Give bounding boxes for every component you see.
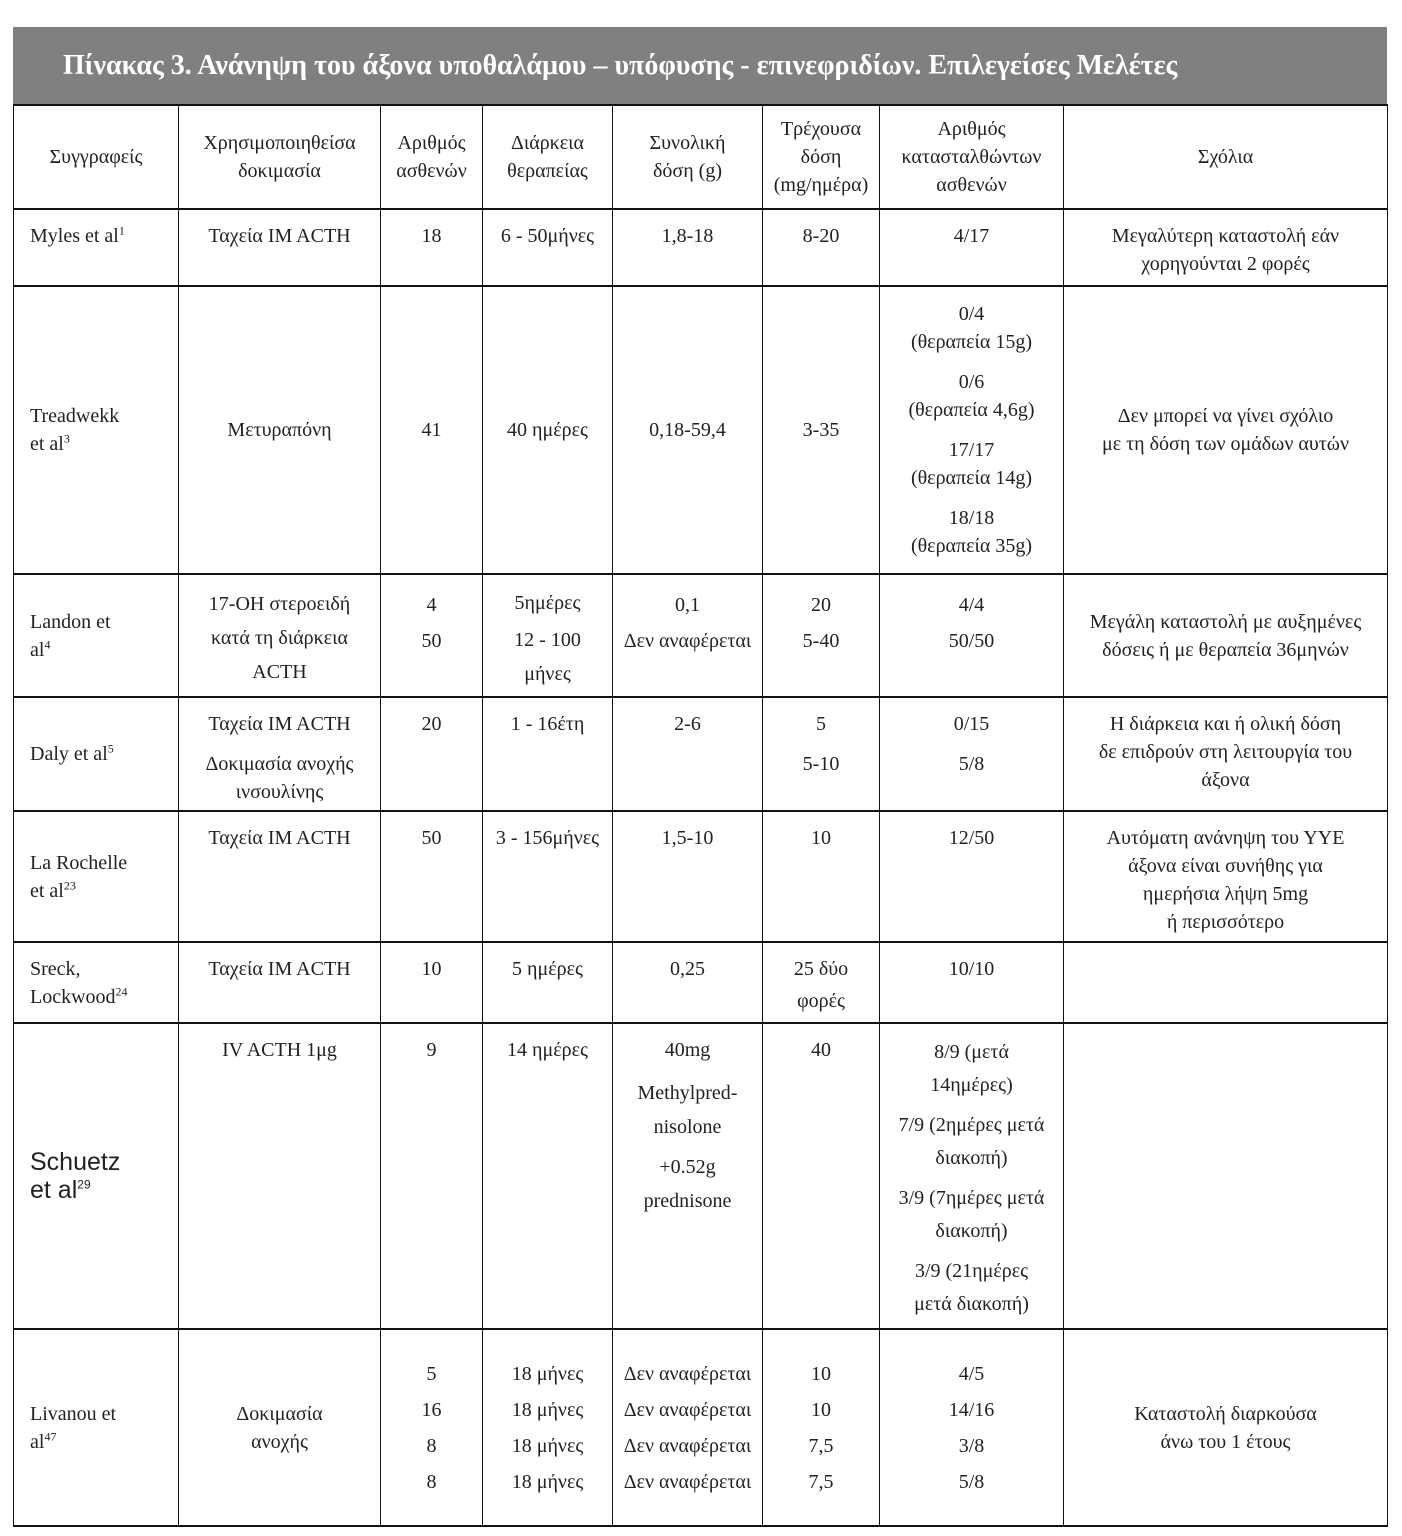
author-cell: Schuetz et $al^{29}$ xyxy=(14,1023,179,1329)
comment-cell: Δεν μπορεί να γίνει σχόλιο με τη δόση των ομάδων αυτών xyxy=(1064,286,1388,574)
comment-cell xyxy=(1064,1023,1388,1329)
header-row xyxy=(14,105,1388,209)
table-row xyxy=(14,286,1388,574)
table-title-text: Πίνακας 3. Ανάνηψη του άξονα υποθαλάμου – υπόφυσης - επινεφριδίων. Επιλεγείσες Μελέτες xyxy=(63,49,1178,81)
author-cell: La Rochelle et $al^{23}$ xyxy=(14,811,179,942)
current-dose-cell: 3-35 xyxy=(763,286,880,574)
header-duration: Διάρκεια θεραπείας xyxy=(483,105,613,209)
duration-cell: 14 ημέρες xyxy=(483,1023,613,1329)
current-dose-cell: 20 5-40 xyxy=(763,574,880,697)
test-cell: Ταχεία IM ACTH Δοκιμασία ανοχής ινσουλίνης xyxy=(179,697,381,811)
author-cell: Sreck, Lockwood$^{24}$ xyxy=(14,942,179,1023)
header-test: Χρησιμοποιηθείσα δοκιμασία xyxy=(179,105,381,209)
table-row xyxy=(14,574,1388,697)
test-cell: Μετυραπόνη xyxy=(179,286,381,574)
patients-cell: 4 50 xyxy=(381,574,483,697)
duration-cell: 5ημέρες 12 - 100 μήνες xyxy=(483,574,613,697)
patients-cell: 5 16 8 8 xyxy=(381,1329,483,1526)
suppressed-cell: 4/5 14/16 3/8 5/8 xyxy=(880,1329,1064,1526)
header-suppressed: Αριθμός κατασταλθώντων ασθενών xyxy=(880,105,1064,209)
suppressed-cell: 0/15 5/8 xyxy=(880,697,1064,811)
suppressed-cell: 12/50 xyxy=(880,811,1064,942)
test-cell: Ταχεία IM ACTH xyxy=(179,942,381,1023)
patients-cell: 50 xyxy=(381,811,483,942)
suppressed-cell: 4/17 xyxy=(880,209,1064,286)
total-dose-cell: 0,1 Δεν αναφέρεται xyxy=(613,574,763,697)
table-row xyxy=(14,811,1388,942)
table-row xyxy=(14,209,1388,286)
comment-cell: Μεγαλύτερη καταστολή εάν χορηγούνται 2 φορές xyxy=(1064,209,1388,286)
table-row xyxy=(14,1023,1388,1329)
test-cell: Δοκιμασία ανοχής xyxy=(179,1329,381,1526)
total-dose-cell: 40mg Methylpred- nisolone +0.52g prednisone xyxy=(613,1023,763,1329)
header-authors: Συγγραφείς xyxy=(14,105,179,209)
current-dose-cell: 10 xyxy=(763,811,880,942)
suppressed-cell: 8/9 (μετά 14ημέρες) 7/9 (2ημέρες μετά διακοπή) 3/9 (7ημέρες μετά διακοπή) 3/9 (21ημέρες μετά διακοπή) xyxy=(880,1023,1064,1329)
studies-table xyxy=(13,104,1388,1527)
current-dose-cell: 40 xyxy=(763,1023,880,1329)
comment-cell: Η διάρκεια και ή ολική δόση δε επιδρούν στη λειτουργία του άξονα xyxy=(1064,697,1388,811)
total-dose-cell: 0,18-59,4 xyxy=(613,286,763,574)
test-cell: Ταχεία IM ACTH xyxy=(179,209,381,286)
total-dose-cell: Δεν αναφέρεται Δεν αναφέρεται Δεν αναφέρεται Δεν αναφέρεται xyxy=(613,1329,763,1526)
patients-cell: 10 xyxy=(381,942,483,1023)
comment-cell: Καταστολή διαρκούσα άνω του 1 έτους xyxy=(1064,1329,1388,1526)
header-comments: Σχόλια xyxy=(1064,105,1388,209)
table-row xyxy=(14,697,1388,811)
author-cell: Myles et $al^1$ xyxy=(14,209,179,286)
duration-cell: 6 - 50μήνες xyxy=(483,209,613,286)
duration-cell: 5 ημέρες xyxy=(483,942,613,1023)
patients-cell: 20 xyxy=(381,697,483,811)
table-row xyxy=(14,942,1388,1023)
current-dose-cell: 10 10 7,5 7,5 xyxy=(763,1329,880,1526)
total-dose-cell: 2-6 xyxy=(613,697,763,811)
header-total-dose: Συνολική δόση (g) xyxy=(613,105,763,209)
author-cell: Daly et $al^5$ xyxy=(14,697,179,811)
comment-cell: Αυτόματη ανάνηψη του ΥΥΕ άξονα είναι συνήθης για ημερήσια λήψη 5mg ή περισσότερο xyxy=(1064,811,1388,942)
patients-cell: 41 xyxy=(381,286,483,574)
comment-cell xyxy=(1064,942,1388,1023)
total-dose-cell: 0,25 xyxy=(613,942,763,1023)
header-patients: Αριθμός ασθενών xyxy=(381,105,483,209)
suppressed-cell: 0/4 (θεραπεία 15g) 0/6 (θεραπεία 4,6g) 17/17 (θεραπεία 14g) 18/18 (θεραπεία 35g) xyxy=(880,286,1064,574)
duration-cell: 18 μήνες 18 μήνες 18 μήνες 18 μήνες xyxy=(483,1329,613,1526)
test-cell: IV ACTH 1μg xyxy=(179,1023,381,1329)
author-cell: Livanou et $al^{47}$ xyxy=(14,1329,179,1526)
author-cell: Landon et $al^4$ xyxy=(14,574,179,697)
patients-cell: 18 xyxy=(381,209,483,286)
test-cell: 17-OH στεροειδή κατά τη διάρκεια ACTH xyxy=(179,574,381,697)
suppressed-cell: 10/10 xyxy=(880,942,1064,1023)
duration-cell: 1 - 16έτη xyxy=(483,697,613,811)
duration-cell: 40 ημέρες xyxy=(483,286,613,574)
current-dose-cell: 5 5-10 xyxy=(763,697,880,811)
total-dose-cell: 1,5-10 xyxy=(613,811,763,942)
author-cell: Treadwekk et $al^3$ xyxy=(14,286,179,574)
suppressed-cell: 4/4 50/50 xyxy=(880,574,1064,697)
current-dose-cell: 25 δύο φορές xyxy=(763,942,880,1023)
duration-cell: 3 - 156μήνες xyxy=(483,811,613,942)
test-cell: Ταχεία IM ACTH xyxy=(179,811,381,942)
header-current-dose: Τρέχουσα δόση (mg/ημέρα) xyxy=(763,105,880,209)
current-dose-cell: 8-20 xyxy=(763,209,880,286)
total-dose-cell: 1,8-18 xyxy=(613,209,763,286)
table-row xyxy=(14,1329,1388,1526)
comment-cell: Μεγάλη καταστολή με αυξημένες δόσεις ή με θεραπεία 36μηνών xyxy=(1064,574,1388,697)
patients-cell: 9 xyxy=(381,1023,483,1329)
table-title xyxy=(13,27,1387,104)
